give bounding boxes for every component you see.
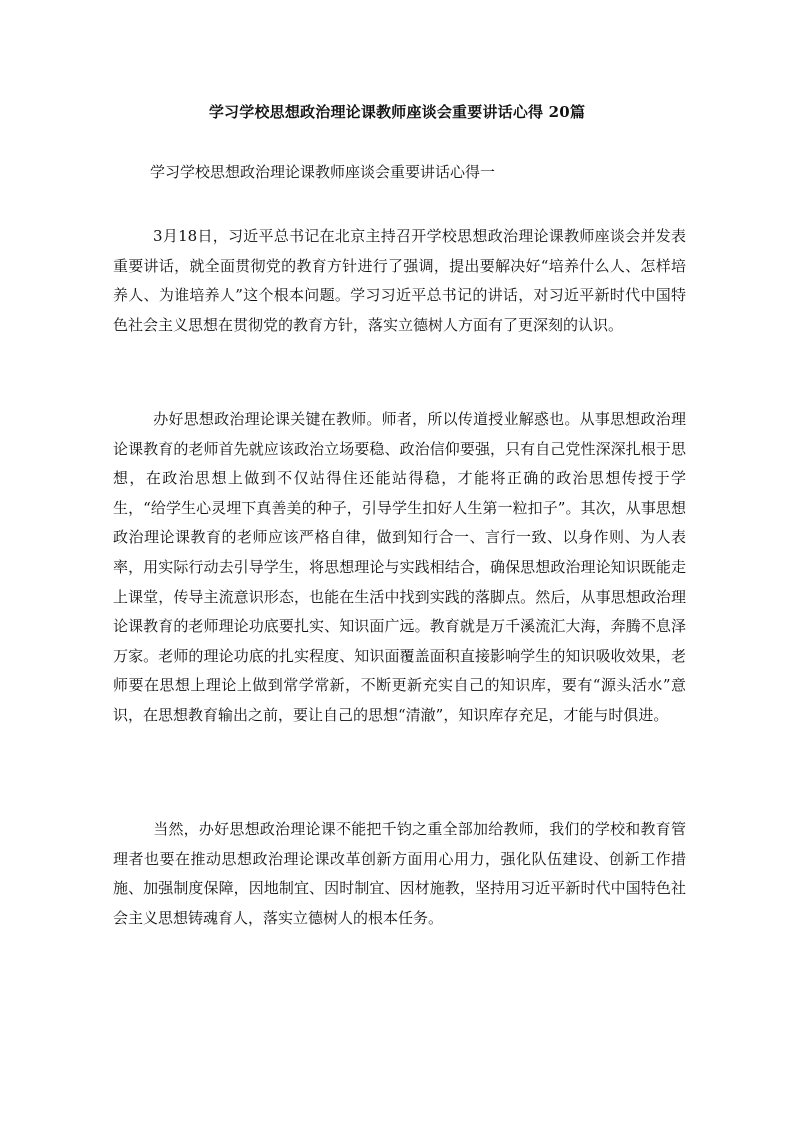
section-heading: 学习学校思想政治理论课教师座谈会重要讲话心得一 xyxy=(150,163,496,181)
paragraph-2: 办好思想政治理论课关键在教师。师者，所以传道授业解惑也。从事思想政治理论课教育的老师首先就应该政治立场要稳、政治信仰要强，只有自己党性深深扎根于思想，在政治思想上做到不仅站得住还能站得稳，才能将正确的政治思想传授于学生，“给学生心灵埋下真善美的种子，引导学生扣好人生第一粒扣子”。其次，从事思想政治理论课教育的老师应该严格自律，做到知行合一、言行一致、以身作则、为人表率，用实际行动去引导学生，将思想理论与实践相结合，确保思想政治理论知识既能走上课堂，传导主流意识形态，也能在生活中找到实践的落脚点。然后，从事思想政治理论课教育的老师理论功底要扎实、知识面广远。教育就是万千溪流汇大海，奔腾不息泽万家。老师的理论功底的扎实程度、知识面覆盖面积直接影响学生的知识吸收效果，老师要在思想上理论上做到常学常新，不断更新充实自己的知识库，要有“源头活水”意识，在思想教育输出之前，要让自己的思想“清澈”，知识库存充足，才能与时俱进。 xyxy=(113,410,686,724)
paragraph-1: 3月18日，习近平总书记在北京主持召开学校思想政治理论课教师座谈会并发表重要讲话，就全面贯彻党的教育方针进行了强调，提出要解决好“培养什么人、怎样培养人、为谁培养人”这个根本问题。学习习近平总书记的讲话，对习近平新时代中国特色社会主义思想在贯彻党的教育方针，落实立德树人方面有了更深刻的认识。 xyxy=(113,227,686,334)
document-title: 学习学校思想政治理论课教师座谈会重要讲话心得 20篇 xyxy=(208,103,586,121)
paragraph-3: 当然，办好思想政治理论课不能把千钧之重全部加给教师，我们的学校和教育管理者也要在推动思想政治理论课改革创新方面用心用力，强化队伍建设、创新工作措施、加强制度保障，因地制宜、因时制宜、因材施教，坚持用习近平新时代中国特色社会主义思想铸魂育人，落实立德树人的根本任务。 xyxy=(113,820,686,927)
